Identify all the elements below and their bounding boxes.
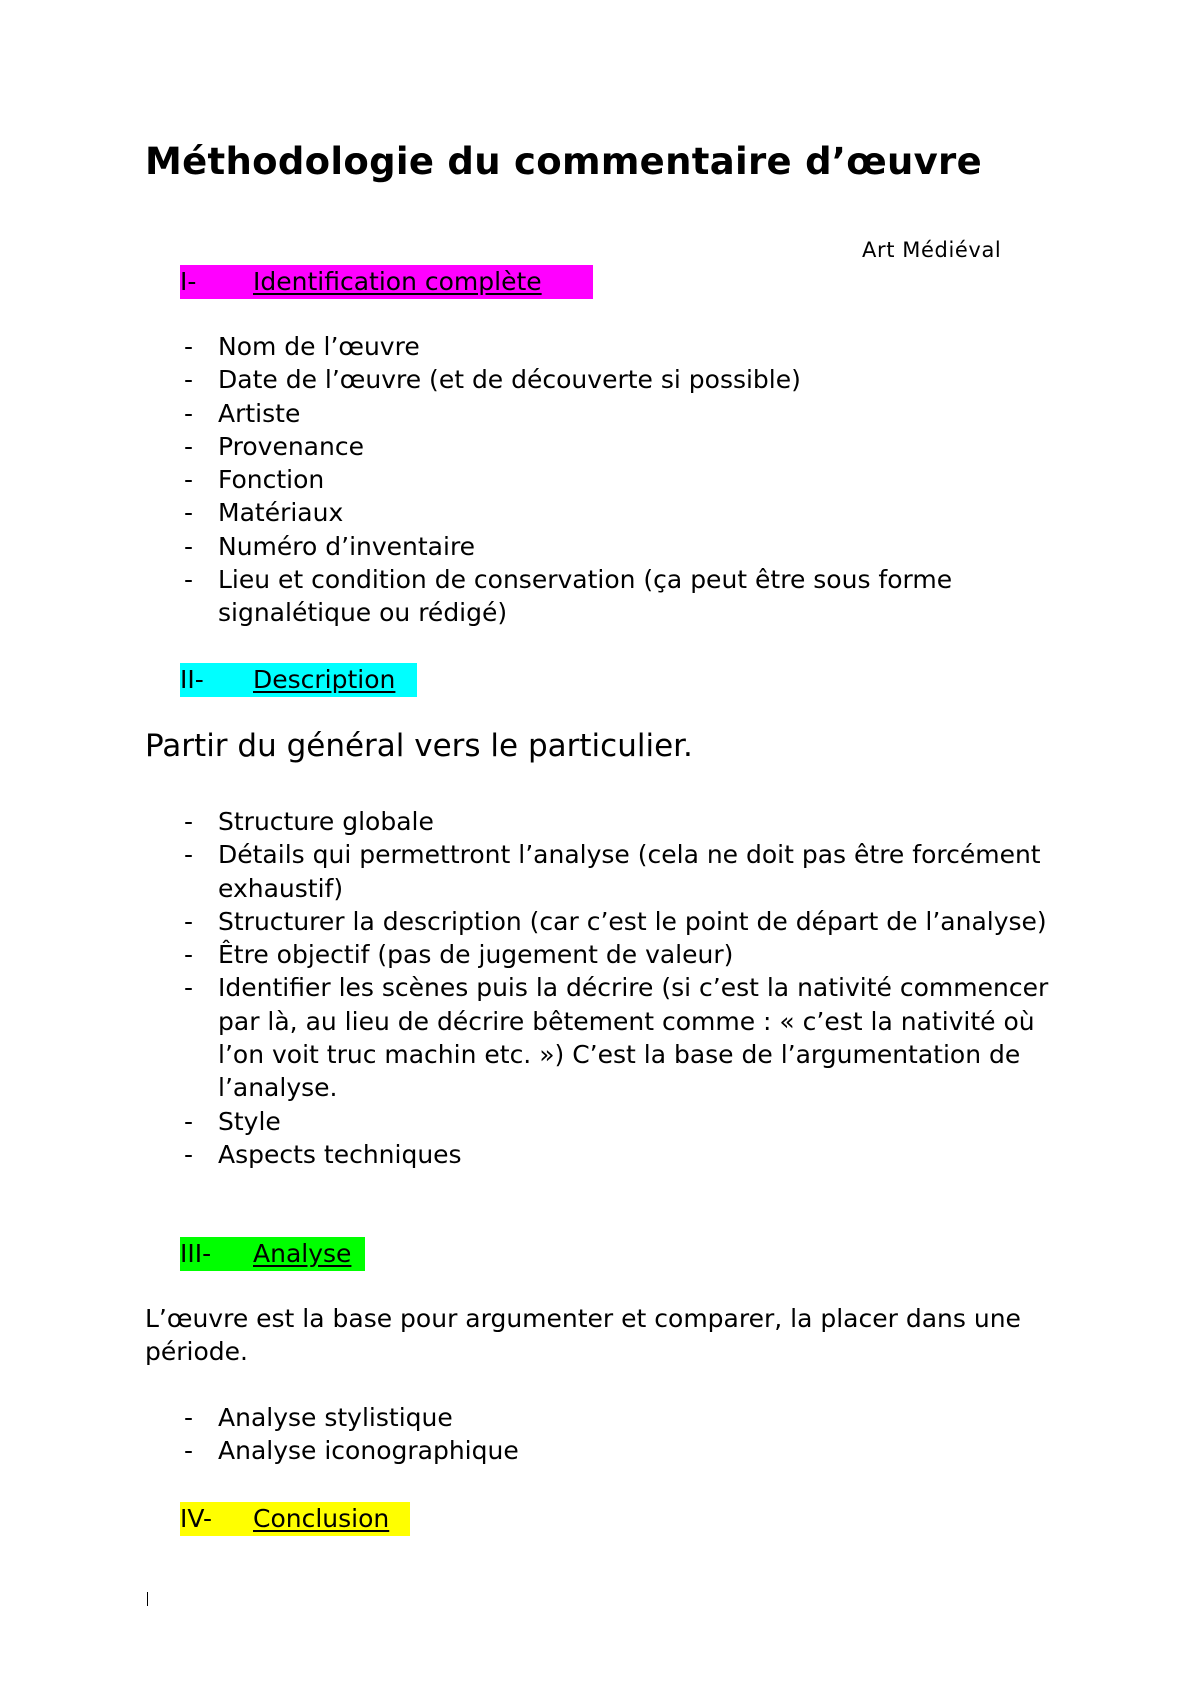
list-item: - Fonction bbox=[0, 463, 1058, 496]
section-title: Description bbox=[253, 665, 396, 694]
list-item: - Nom de l’œuvre bbox=[0, 330, 1058, 363]
section-number: II- bbox=[180, 665, 204, 694]
list-item: - Analyse stylistique bbox=[0, 1401, 1058, 1434]
section-number: IV- bbox=[180, 1504, 213, 1533]
list-item: - Numéro d’inventaire bbox=[0, 530, 1058, 563]
list-item: - Analyse iconographique bbox=[0, 1434, 1058, 1467]
section-title: Analyse bbox=[253, 1239, 352, 1268]
section-title: Conclusion bbox=[253, 1504, 390, 1533]
analyse-list bbox=[0, 1401, 1058, 1468]
list-item: - Provenance bbox=[0, 430, 1058, 463]
section-title: Identification complète bbox=[253, 267, 542, 296]
list-item: - Matériaux bbox=[0, 496, 1058, 529]
list-item: - Être objectif (pas de jugement de valeur) bbox=[0, 938, 1058, 971]
list-item: - Structurer la description (car c’est le point de départ de l’analyse) bbox=[0, 905, 1058, 938]
section-number: III- bbox=[180, 1239, 212, 1268]
list-item: - Structure globale bbox=[0, 805, 1058, 838]
section-heading-conclusion bbox=[180, 1502, 410, 1536]
section-number: I- bbox=[180, 267, 197, 296]
list-item: - Date de l’œuvre (et de découverte si possible) bbox=[0, 363, 1058, 396]
analyse-intro: L’œuvre est la base pour argumenter et comparer, la placer dans une période. bbox=[145, 1304, 1021, 1367]
text-cursor-mark bbox=[147, 1592, 148, 1606]
identification-list bbox=[0, 330, 1058, 630]
description-list bbox=[0, 805, 1058, 1171]
description-intro: Partir du général vers le particulier. bbox=[145, 728, 693, 764]
section-heading-description bbox=[180, 663, 417, 697]
section-heading-identification bbox=[180, 265, 593, 299]
document-title: Méthodologie du commentaire d’œuvre bbox=[145, 140, 983, 183]
list-item: - Artiste bbox=[0, 397, 1058, 430]
list-item: - Style bbox=[0, 1105, 1058, 1138]
document-subtitle: Art Médiéval bbox=[862, 238, 1002, 262]
list-item: - Lieu et condition de conservation (ça peut être sous forme signalétique ou rédigé) bbox=[0, 563, 1058, 630]
list-item: - Détails qui permettront l’analyse (cela ne doit pas être forcément exhaustif) bbox=[0, 838, 1058, 905]
list-item: - Identifier les scènes puis la décrire (si c’est la nativité commencer par là, au lieu de décrire bêtement comme : « c’est la nativité où l’on voit truc machin etc. ») C’est la base de l’argumentation de l’analyse. bbox=[0, 971, 1058, 1104]
section-heading-analyse bbox=[180, 1237, 365, 1271]
list-item: - Aspects techniques bbox=[0, 1138, 1058, 1171]
